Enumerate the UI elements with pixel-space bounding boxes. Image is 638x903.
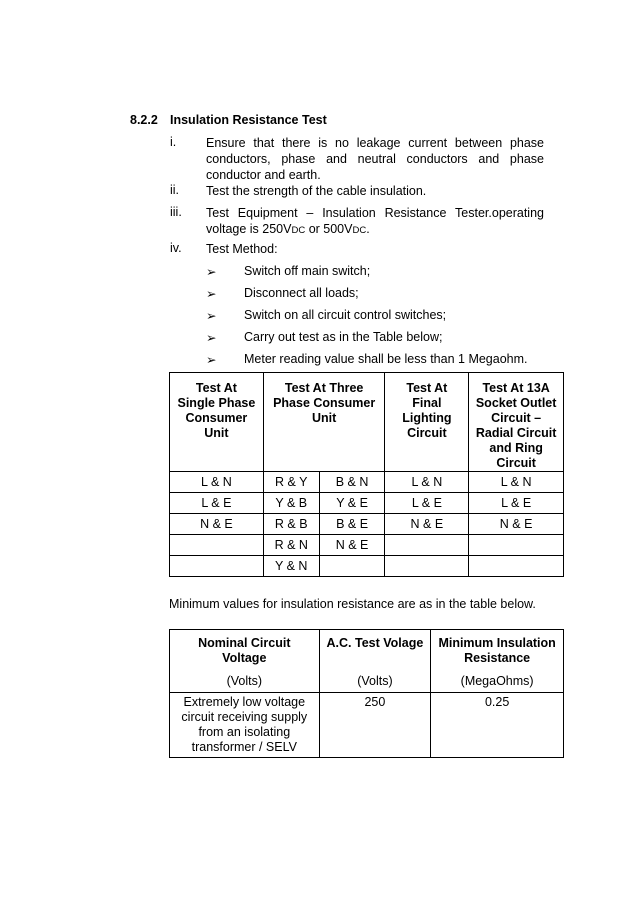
table-cell: N & E	[385, 514, 469, 535]
header-line: Test At 13A	[482, 381, 550, 395]
table-cell	[170, 535, 264, 556]
header-line: Unit	[204, 426, 229, 440]
desc-line: from an isolating	[198, 724, 291, 739]
test-table-header-row	[170, 373, 564, 472]
table-cell: B & E	[319, 514, 385, 535]
bullet-arrow-icon: ➢	[206, 265, 217, 279]
table-cell: L & E	[385, 493, 469, 514]
table-cell: L & N	[385, 472, 469, 493]
table-cell: N & E	[469, 514, 564, 535]
table-row	[170, 514, 564, 535]
header-line: Test At Three	[284, 381, 364, 395]
section-number: 8.2.2	[130, 113, 158, 127]
item-iii-line-1: Test Equipment – Insulation Resistance Tester.operating	[206, 206, 544, 220]
desc-line: transformer / SELV	[191, 739, 297, 754]
header-line: Radial Circuit	[475, 426, 557, 440]
table-cell: L & E	[469, 493, 564, 514]
header-three-phase	[263, 373, 385, 472]
minimum-values-table	[169, 629, 564, 758]
header-line: Circuit	[496, 456, 536, 470]
header-test-voltage	[319, 630, 431, 675]
bullet-item: Meter reading value shall be less than 1 Megaohm.	[244, 352, 528, 366]
item-label-iii: iii.	[170, 205, 182, 219]
bullet-item: Disconnect all loads;	[244, 286, 359, 300]
table-cell	[319, 556, 385, 577]
test-voltage-value: 250	[319, 692, 431, 757]
voltage-subscript-a: DC	[291, 225, 306, 236]
table-cell	[385, 556, 469, 577]
item-text-ii: Test the strength of the cable insulation.	[206, 184, 427, 198]
min-table-header-row	[170, 630, 564, 675]
header-line: Resistance	[464, 651, 531, 665]
bullet-item: Switch on all circuit control switches;	[244, 308, 447, 322]
header-min-resistance	[431, 630, 564, 675]
bullet-arrow-icon: ➢	[206, 287, 217, 301]
table-row	[170, 692, 564, 757]
item-text-iv: Test Method:	[206, 242, 278, 256]
table-cell: R & B	[263, 514, 319, 535]
header-line: A.C. Test Volage	[326, 636, 424, 650]
voltage-text-b: or 500V	[305, 222, 353, 236]
voltage-text-a: voltage is 250V	[206, 222, 292, 236]
item-i-line-1: Ensure that there is no leakage current between phase	[206, 136, 544, 150]
header-line: Voltage	[222, 651, 267, 665]
table-cell: N & E	[170, 514, 264, 535]
header-socket-outlet	[469, 373, 564, 472]
header-line: Unit	[311, 411, 337, 425]
header-single-phase	[170, 373, 264, 472]
header-lighting-circuit	[385, 373, 469, 472]
table-cell: L & N	[469, 472, 564, 493]
header-line: Circuit –	[491, 411, 542, 425]
header-line: Minimum Insulation	[438, 636, 556, 650]
table-cell: B & N	[319, 472, 385, 493]
table-cell	[385, 535, 469, 556]
min-resistance-value: 0.25	[431, 692, 564, 757]
unit-cell: (MegaOhms)	[431, 674, 564, 692]
item-label-i: i.	[170, 135, 177, 149]
selv-description	[170, 692, 320, 757]
table-cell: R & Y	[263, 472, 319, 493]
item-label-iv: iv.	[170, 241, 182, 255]
desc-line: circuit receiving supply	[181, 709, 308, 724]
table-cell	[469, 556, 564, 577]
table-cell: L & N	[170, 472, 264, 493]
table-cell: Y & E	[319, 493, 385, 514]
header-line: Final	[412, 396, 442, 410]
table-row	[170, 493, 564, 514]
header-line: Test At	[406, 381, 448, 395]
table-cell: Y & N	[263, 556, 319, 577]
table-cell: L & E	[170, 493, 264, 514]
unit-cell: (Volts)	[170, 674, 320, 692]
bullet-arrow-icon: ➢	[206, 353, 217, 367]
bullet-arrow-icon: ➢	[206, 309, 217, 323]
table-cell: N & E	[319, 535, 385, 556]
section-heading	[130, 113, 327, 127]
bullet-arrow-icon: ➢	[206, 331, 217, 345]
item-text-iii	[206, 205, 544, 239]
table-cell	[170, 556, 264, 577]
table-row	[170, 472, 564, 493]
header-line: Nominal Circuit	[198, 636, 291, 650]
min-table-units-row	[170, 674, 564, 692]
item-i-line-3: conductor and earth.	[206, 168, 321, 182]
header-line: and Ring	[489, 441, 543, 455]
header-line: Consumer	[185, 411, 248, 425]
header-line: Phase Consumer	[273, 396, 376, 410]
header-line: Circuit	[407, 426, 447, 440]
voltage-text-end: .	[366, 222, 370, 236]
table-row	[170, 535, 564, 556]
item-text-i	[206, 135, 544, 183]
test-table	[169, 372, 564, 577]
header-line: Single Phase	[177, 396, 256, 410]
table-cell: R & N	[263, 535, 319, 556]
bullet-item: Carry out test as in the Table below;	[244, 330, 443, 344]
voltage-subscript-b: DC	[352, 225, 367, 236]
header-line: Test At	[195, 381, 237, 395]
table-cell	[469, 535, 564, 556]
item-label-ii: ii.	[170, 183, 180, 197]
item-iii-line-2	[206, 221, 544, 239]
table-cell: Y & B	[263, 493, 319, 514]
table-row	[170, 556, 564, 577]
section-title: Insulation Resistance Test	[170, 113, 327, 127]
header-nominal-voltage	[170, 630, 320, 675]
header-line: Socket Outlet	[475, 396, 557, 410]
desc-line: Extremely low voltage	[183, 694, 306, 709]
header-line: Lighting	[402, 411, 452, 425]
item-i-line-2: conductors, phase and neutral conductors and phase	[206, 152, 544, 166]
bullet-item: Switch off main switch;	[244, 264, 371, 278]
unit-cell: (Volts)	[319, 674, 431, 692]
note-text: Minimum values for insulation resistance are as in the table below.	[169, 597, 536, 611]
